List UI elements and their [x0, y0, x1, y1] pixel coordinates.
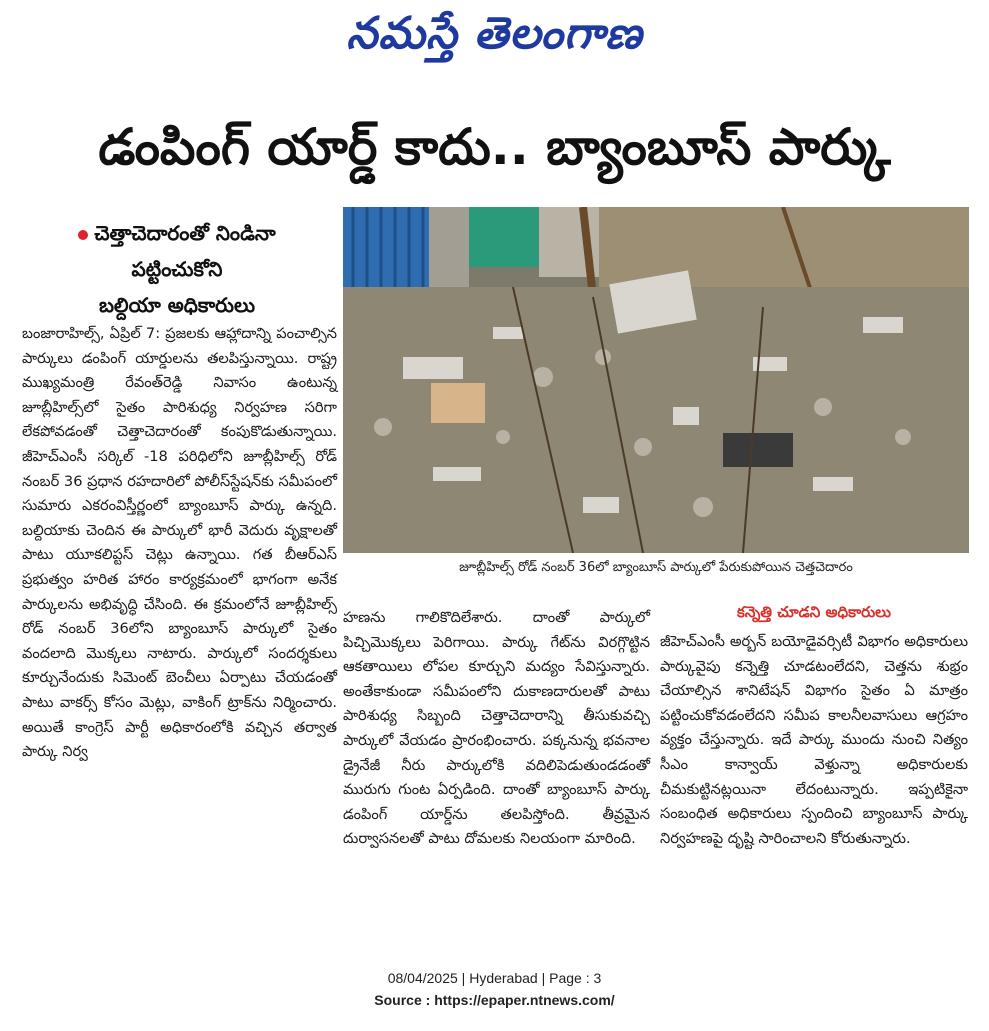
sidebar-line-3: బల్దియా అధికారులు	[98, 293, 256, 317]
sidebar-line-1: చెత్తాచెదారంతో నిండినా	[22, 215, 332, 251]
headline: డంపింగ్ యార్డ్ కాదు.. బ్యాంబూస్ పార్కు	[98, 118, 891, 176]
article-column-2: హణను గాలికొదిలేశారు. దాంతో పార్కులో పిచ్చిమొక్కలు పెరిగాయి. పార్కు గేట్‌ను విరగ్గొట్టిన ఆకతాయిలు లోపల కూర్చుని మద్యం సేవిస్తున్నారు. అంతేకాకుండా సమీపంలోని దుకాణదారులతో పాటు పారిశుధ్య సిబ్బంది చెత్తాచెదారాన్ని తీసుకువచ్చి పార్కులో వేయడం ప్రారంభించారు. పక్కనున్న భవనాల డ్రైనేజీ నీరు పార్కులోకి వదిలిపెడుతుండడంతో మురుగు గుంట ఏర్పడింది. దాంతో బ్యాంబూస్ పార్కు డంపింగ్ యార్డ్‌ను తలపిస్తోంది. తీవ్రమైన దుర్వాసనలతో పాటు దోమలకు నిలయంగా మారింది.	[343, 609, 650, 848]
article-column-3: జీహెచ్‌ఎంసీ అర్బన్ బయోడైవర్సిటీ విభాగం అధికారులు పార్కువైపు కన్నెత్తి చూడటంలేదని, చెత్తను శుభ్రం చేయాల్సిన శానిటేషన్ విభాగం సైతం ఏ మాత్రం పట్టించుకోవడంలేదని సమీప కాలనీలవాసులు ఆగ్రహం వ్యక్తం చేస్తున్నారు. ఇదే పార్కు ముందు నుంచి నిత్యం సీఎం కాన్వాయ్ వెళ్తున్నా అధికారులకు చీమకుట్టినట్లయినా లేదంటున్నారు. ఇప్పటికైనా సంబంధిత అధికారులు స్పందించి బ్యాంబూస్ పార్కు నిర్వహణపై దృష్టి సారించాలని కోరుతున్నారు.	[660, 633, 968, 847]
sidebar-highlight	[22, 215, 332, 323]
masthead-logo: నమస్తే తెలంగాణ	[346, 8, 643, 59]
page-footer	[0, 967, 989, 1011]
footer-source-link[interactable]: Source : https://epaper.ntnews.com/	[374, 992, 615, 1008]
bullet-icon	[78, 230, 88, 240]
garbage-photo	[343, 207, 969, 553]
photo-caption: జూబ్లీహిల్స్ రోడ్ నంబర్ 36లో బ్యాంబూస్ పార్కులో పేరుకుపోయిన చెత్తచెదారం	[459, 560, 853, 575]
sidebar-line-2: పట్టించుకోని	[131, 257, 223, 281]
garbage-photo-illustration	[343, 207, 969, 553]
article-column-1: బంజారాహిల్స్, ఏప్రిల్ 7: ప్రజలకు ఆహ్లాదాన్ని పంచాల్సిన పార్కులు డంపింగ్ యార్డులను తలపిస్తున్నాయి. రాష్ట్ర ముఖ్యమంత్రి రేవంత్‌రెడ్డి నివాసం ఉంటున్న జూబ్లీహిల్స్‌లో సైతం పారిశుధ్య నిర్వహణ సరిగా లేకపోవడంతో చెత్తాచెదారంతో కంపుకొడుతున్నాయి. జీహెచ్‌ఎంసీ సర్కిల్ -18 పరిధిలోని జూబ్లీహిల్స్ రోడ్ నంబర్ 36 ప్రధాన రహదారిలో పోలీస్‌స్టేషన్‌కు సమీపంలో సుమారు ఎకరంవిస్తీర్ణంలో బ్యాంబూస్ పార్కు ఉన్నది. బల్దియాకు చెందిన ఈ పార్కులో భారీ వెదురు వృక్షాలతో పాటు యూకలిప్టస్ చెట్లు ఉన్నాయి. గత బీఆర్‌ఎస్ ప్రభుత్వం హరిత హారం కార్యక్రమంలో భాగంగా అనేక పార్కులను అభివృద్ధి చేసింది. ఈ క్రమంలోనే జూబ్లీహిల్స్ రోడ్ నంబర్ 36లోని బ్యాంబూస్ పార్కులో సైతం వందలాది మొక్కలు నాటారు. పార్కులో సందర్శకులు కూర్చునేందుకు సిమెంట్ బెంచీలు ఏర్పాటు చేయడంతో పాటు వాకర్స్ కోసం మెట్లు, వాకింగ్ ట్రాక్‌ను నిర్మించారు. అయితే కాంగ్రెస్ పార్టీ అధికారంలోకి వచ్చిన తర్వాత పార్కు నిర్వ	[22, 325, 337, 761]
footer-dateline: 08/04/2025 | Hyderabad | Page : 3	[387, 970, 602, 986]
column-3-subheading: కన్నెత్తి చూడని అధికారులు	[736, 603, 891, 621]
